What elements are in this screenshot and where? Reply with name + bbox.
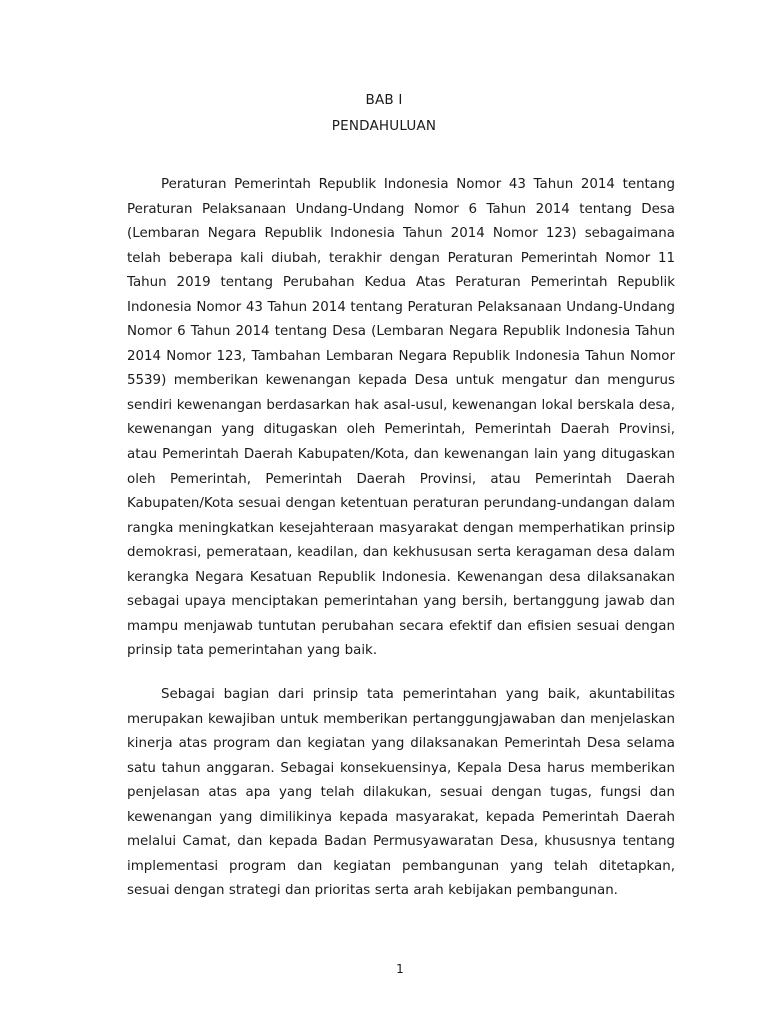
paragraph-2: Sebagai bagian dari prinsip tata pemerintahan yang baik, akuntabilitas merupakan kewajiban untuk memberikan pertanggungjawaban dan menjelaskan kinerja atas program dan kegiatan yang dilaksanakan Pemerintah Desa selama satu tahun anggaran. Sebagai konsekuensinya, Kepala Desa harus memberikan penjelasan atas apa yang telah dilakukan, sesuai dengan tugas, fungsi dan kewenangan yang dimilikinya kepada masyarakat, kepada Pemerintah Daerah melalui Camat, dan kepada Badan Permusyawaratan Desa, khususnya tentang implementasi program dan kegiatan pembangunan yang telah ditetapkan, sesuai dengan strategi dan prioritas serta arah kebijakan pembangunan. [127,687,675,899]
page-number: 1 [396,962,404,976]
chapter-label: BAB I [365,92,403,108]
paragraph-1: Peraturan Pemerintah Republik Indonesia Nomor 43 Tahun 2014 tentang Peraturan Pelaksanaan Undang-Undang Nomor 6 Tahun 2014 tentang Desa (Lembaran Negara Republik Indonesia Tahun 2014 Nomor 123) sebagaimana telah beberapa kali diubah, terakhir dengan Peraturan Pemerintah Nomor 11 Tahun 2019 tentang Perubahan Kedua Atas Peraturan Pemerintah Republik Indonesia Nomor 43 Tahun 2014 tentang Peraturan Pelaksanaan Undang-Undang Nomor 6 Tahun 2014 tentang Desa (Lembaran Negara Republik Indonesia Tahun 2014 Nomor 123, Tambahan Lembaran Negara Republik Indonesia Tahun Nomor 5539) memberikan kewenangan kepada Desa untuk mengatur dan mengurus sendiri kewenangan berdasarkan hak asal-usul, kewenangan lokal berskala desa, kewenangan yang ditugaskan oleh Pemerintah, Pemerintah Daerah Provinsi, atau Pemerintah Daerah Kabupaten/Kota, dan kewenangan lain yang ditugaskan oleh Pemerintah, Pemerintah Daerah Provinsi, atau Pemerintah Daerah Kabupaten/Kota sesuai dengan ketentuan peraturan perundang-undangan dalam rangka meningkatkan kesejahteraan masyarakat dengan memperhatikan prinsip demokrasi, pemerataan, keadilan, dan kekhususan serta keragaman desa dalam kerangka Negara Kesatuan Republik Indonesia. Kewenangan desa dilaksanakan sebagai upaya menciptakan pemerintahan yang bersih, bertanggung jawab dan mampu menjawab tuntutan perubahan secara efektif dan efisien sesuai dengan prinsip tata pemerintahan yang baik. [127,177,675,659]
chapter-title: PENDAHULUAN [331,118,437,134]
